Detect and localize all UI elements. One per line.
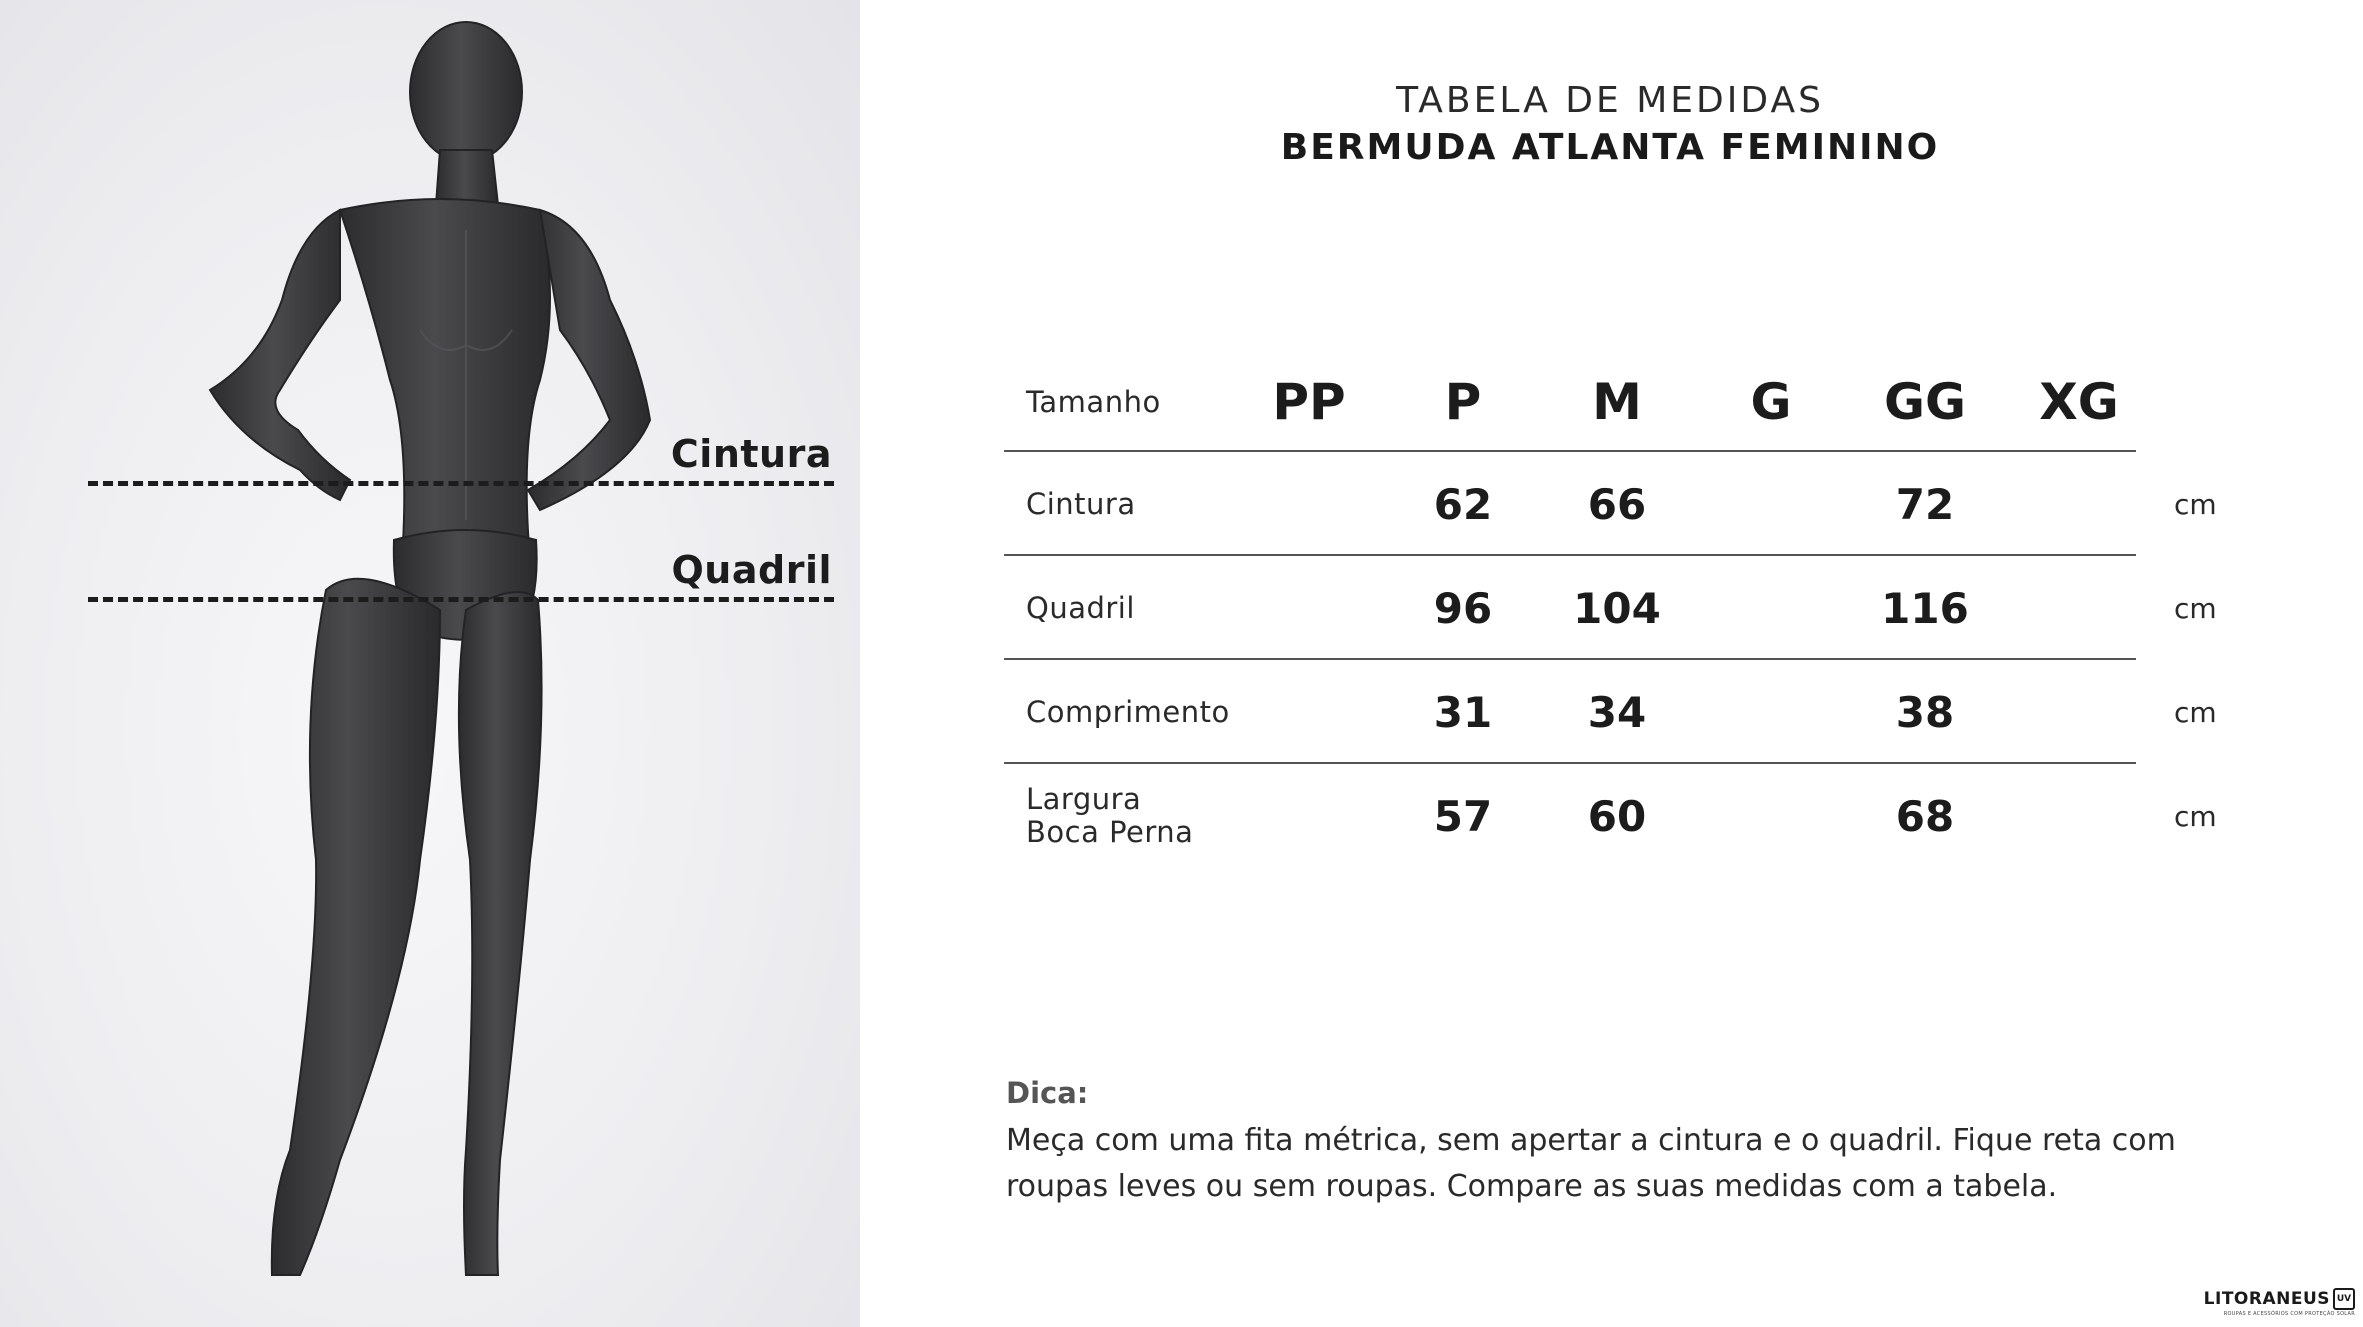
value-xg (2004, 764, 2154, 868)
tip-box (1006, 1076, 2206, 1210)
size-pp: PP (1272, 373, 1346, 431)
row-label (1026, 452, 1136, 556)
table-row-cintura (1004, 452, 2217, 556)
value-p: 62 (1433, 479, 1493, 529)
size-xg: XG (2039, 373, 2119, 431)
hip-label: Quadril (671, 548, 832, 592)
unit-label: cm (2174, 799, 2217, 833)
size-gg: GG (1883, 373, 1967, 431)
row-label-line1: Comprimento (1026, 694, 1230, 729)
value-pp (1234, 556, 1384, 660)
value-p: 96 (1433, 583, 1493, 633)
header-label: Tamanho (1026, 384, 1161, 419)
size-g: G (1750, 373, 1792, 431)
table-row-comprimento (1004, 660, 2217, 764)
tip-text: Meça com uma fita métrica, sem apertar a cintura e o quadril. Fique reta com roupas leves ou sem roupas. Compare as suas medidas com a tabela. (1006, 1123, 2176, 1204)
page-heading (1200, 80, 2020, 168)
value-g (1696, 452, 1846, 556)
value-g (1696, 764, 1846, 868)
table-row-largura-boca-perna (1004, 764, 2217, 868)
value-xg (2004, 556, 2154, 660)
row-label (1026, 660, 1230, 764)
mannequin-illustration (0, 0, 860, 1327)
value-p: 31 (1433, 687, 1493, 737)
value-pp (1234, 452, 1384, 556)
uv-badge-icon: UV (2333, 1288, 2355, 1310)
unit-label: cm (2174, 695, 2217, 729)
size-m: M (1592, 373, 1642, 431)
value-gg: 72 (1895, 479, 1955, 529)
value-xg (2004, 660, 2154, 764)
row-label (1026, 764, 1193, 868)
table-row-quadril (1004, 556, 2217, 660)
unit-label: cm (2174, 487, 2217, 521)
value-g (1696, 660, 1846, 764)
brand-tagline: ROUPAS E ACESSÓRIOS COM PROTEÇÃO SOLAR (2223, 1311, 2355, 1317)
value-gg: 116 (1881, 583, 1969, 633)
value-pp (1234, 660, 1384, 764)
value-gg: 38 (1895, 687, 1955, 737)
value-g (1696, 556, 1846, 660)
unit-label: cm (2174, 591, 2217, 625)
row-label-line1: Largura (1026, 782, 1142, 816)
value-xg (2004, 452, 2154, 556)
tip-title: Dica: (1006, 1076, 1089, 1110)
heading-title: BERMUDA ATLANTA FEMININO (1280, 127, 1940, 168)
brand-logo (2204, 1288, 2355, 1317)
value-m: 60 (1587, 791, 1647, 841)
value-m: 66 (1587, 479, 1647, 529)
hip-dashed-line (88, 597, 834, 602)
value-gg: 68 (1895, 791, 1955, 841)
brand-name: LITORANEUS (2203, 1289, 2330, 1309)
row-label-line1: Cintura (1026, 486, 1136, 521)
row-label-line2: Boca Perna (1026, 815, 1194, 849)
heading-kicker: TABELA DE MEDIDAS (1396, 80, 1824, 121)
value-p: 57 (1433, 791, 1493, 841)
size-p: P (1444, 373, 1482, 431)
waist-dashed-line (88, 481, 834, 486)
row-label-line1: Quadril (1026, 590, 1135, 625)
value-m: 104 (1573, 583, 1661, 633)
waist-label: Cintura (670, 432, 832, 476)
table-header-row (1004, 352, 2204, 452)
size-table (1004, 352, 2217, 868)
row-label (1026, 556, 1135, 660)
mannequin-panel (0, 0, 860, 1327)
value-pp (1234, 764, 1384, 868)
value-m: 34 (1587, 687, 1647, 737)
